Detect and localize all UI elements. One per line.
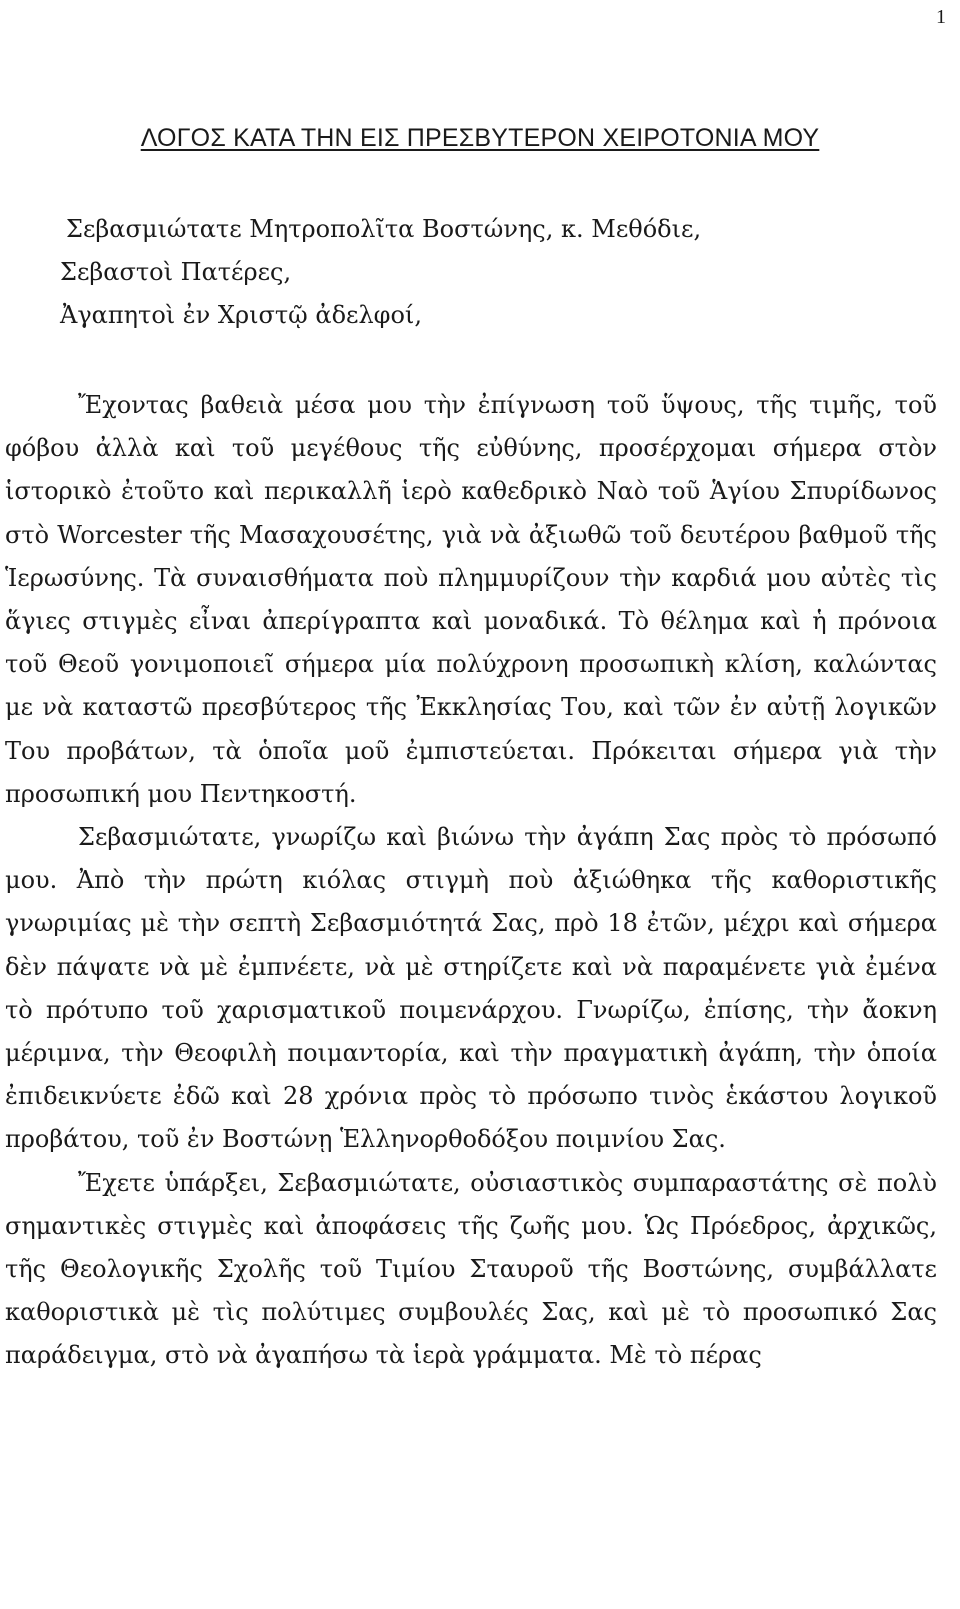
paragraph: Ἔχοντας βαθειὰ μέσα μου τὴν ἐπίγνωση τοῦ ὕψους, τῆς τιμῆς, τοῦ φόβου ἀλλὰ καὶ τοῦ μεγέθους τῆς εὐθύνης, προσέρχομαι σήμερα στὸν ἱστορικὸ ἐτοῦτο καὶ περικαλλῆ ἱερὸ καθεδρικὸ Ναὸ τοῦ Ἁγίου Σπυρίδωνος στὸ Worcester τῆς Μασαχουσέτης, γιὰ νὰ ἀξιωθῶ τοῦ δευτέρου βαθμοῦ τῆς Ἱερωσύνης. Τὰ συναισθήματα ποὺ πλημμυρίζουν τὴν καρδιά μου αὐτὲς τὶς ἅγιες στιγμὲς εἶναι ἀπερίγραπτα καὶ μοναδικά. Τὸ θέλημα καὶ ἡ πρόνοια τοῦ Θεοῦ γονιμοποιεῖ σήμερα μία πολύχρονη προσωπικὴ κλίση, καλώντας με νὰ καταστῶ πρεσβύτερος τῆς Ἐκκλησίας Του, καὶ τῶν ἐν αὐτῇ λογικῶν Του προβάτων, τὰ ὁποῖα μοῦ ἐμπιστεύεται. Πρόκειται σήμερα γιὰ τὴν προσωπική μου Πεντηκοστή. [5, 391, 937, 808]
document-title: ΛΟΓΟΣ ΚΑΤΑ ΤΗΝ ΕΙΣ ΠΡΕΣΒΥΤΕΡΟΝ ΧΕΙΡΟΤΟΝΙΑ ΜΟΥ [140, 124, 820, 152]
salutations-block [60, 208, 701, 337]
paragraph: Σεβασμιώτατε, γνωρίζω καὶ βιώνω τὴν ἀγάπη Σας πρὸς τὸ πρόσωπό μου. Ἀπὸ τὴν πρώτη κιόλας στιγμὴ ποὺ ἀξιώθηκα τῆς καθοριστικῆς γνωριμίας μὲ τὴν σεπτὴ Σεβασμιότητά Σας, πρὸ 18 ἐτῶν, μέχρι καὶ σήμερα δὲν πάψατε νὰ μὲ ἐμπνέετε, νὰ μὲ στηρίζετε καὶ νὰ παραμένετε γιὰ ἐμένα τὸ πρότυπο τοῦ χαρισματικοῦ ποιμενάρχου. Γνωρίζω, ἐπίσης, τὴν ἄοκνη μέριμνα, τὴν Θεοφιλὴ ποιμαντορία, καὶ τὴν πραγματικὴ ἀγάπη, τὴν ὁποία ἐπιδεικνύετε ἐδῶ καὶ 28 χρόνια πρὸς τὸ πρόσωπο τινὸς ἑκάστου λογικοῦ προβάτου, τοῦ ἐν Βοστώνῃ Ἑλληνορθοδόξου ποιμνίου Σας. [5, 823, 937, 1154]
paragraph: Ἔχετε ὑπάρξει, Σεβασμιώτατε, οὐσιαστικὸς συμπαραστάτης σὲ πολὺ σημαντικὲς στιγμὲς καὶ ἀποφάσεις τῆς ζωῆς μου. Ὡς Πρόεδρος, ἀρχικῶς, τῆς Θεολογικῆς Σχολῆς τοῦ Τιμίου Σταυροῦ τῆς Βοστώνης, συμβάλλατε καθοριστικὰ μὲ τὶς πολύτιμες συμβουλές Σας, καὶ μὲ τὸ προσωπικό Σας παράδειγμα, στὸ νὰ ἀγαπήσω τὰ ἱερὰ γράμματα. Μὲ τὸ πέρας [5, 1168, 937, 1370]
page-number: 1 [936, 6, 946, 28]
document-body [5, 384, 937, 1378]
salutation-line: Σεβασμιώτατε Μητροπολῖτα Βοστώνης, κ. Μεθόδιε, [66, 215, 702, 243]
salutation-line: Σεβαστοὶ Πατέρες, [60, 258, 292, 286]
salutation-line: Ἀγαπητοὶ ἐν Χριστῷ ἀδελφοί, [60, 301, 422, 329]
